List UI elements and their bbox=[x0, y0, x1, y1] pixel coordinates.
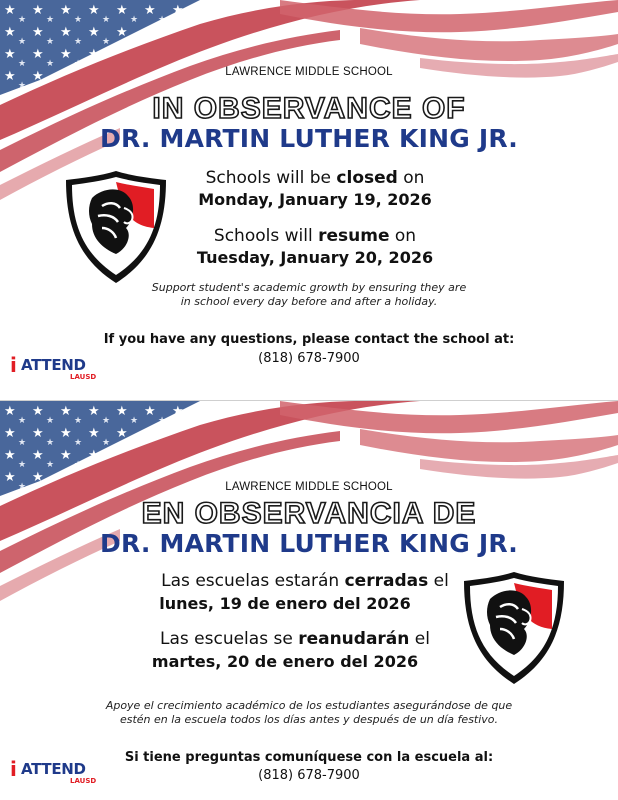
resume-date: Tuesday, January 20, 2026 bbox=[196, 248, 434, 267]
closed-date: Monday, January 19, 2026 bbox=[198, 190, 432, 209]
mlk-heading: DR. MARTIN LUTHER KING JR. bbox=[100, 124, 518, 153]
lion-shield-icon bbox=[460, 569, 568, 687]
observance-heading: EN OBSERVANCIA DE bbox=[141, 497, 477, 530]
contact-text: Si tiene preguntas comuníquese con la escuela al: bbox=[124, 750, 494, 765]
resume-line: Schools will resume on bbox=[213, 226, 417, 246]
iattend-logo: i ATTEND LAUSD bbox=[10, 353, 97, 381]
observance-heading: IN OBSERVANCE OF bbox=[152, 92, 466, 125]
iattend-logo: i ATTEND LAUSD bbox=[10, 757, 97, 785]
spanish-flyer bbox=[0, 400, 618, 800]
phone-number: (818) 678-7900 bbox=[258, 768, 360, 783]
lion-shield-icon bbox=[62, 168, 170, 286]
closed-line: Las escuelas estarán cerradas el bbox=[161, 571, 449, 591]
school-name: LAWRENCE MIDDLE SCHOOL bbox=[225, 66, 393, 78]
mlk-heading: DR. MARTIN LUTHER KING JR. bbox=[100, 529, 518, 558]
resume-line: Las escuelas se reanudarán el bbox=[160, 629, 430, 649]
contact-text: If you have any questions, please contact the school at: bbox=[103, 332, 515, 347]
resume-date: martes, 20 de enero del 2026 bbox=[151, 652, 419, 671]
phone-number: (818) 678-7900 bbox=[258, 351, 360, 366]
closed-date: lunes, 19 de enero del 2026 bbox=[159, 594, 411, 613]
attendance-note: Support student's academic growth by ensuring they are in school every day before and after a holiday. bbox=[151, 281, 467, 308]
school-name: LAWRENCE MIDDLE SCHOOL bbox=[225, 481, 393, 493]
attendance-note: Apoye el crecimiento académico de los estudiantes asegurándose de que estén en la escuela todos los días antes y después de un día festivo. bbox=[105, 699, 513, 726]
closed-line: Schools will be closed on bbox=[205, 168, 425, 188]
